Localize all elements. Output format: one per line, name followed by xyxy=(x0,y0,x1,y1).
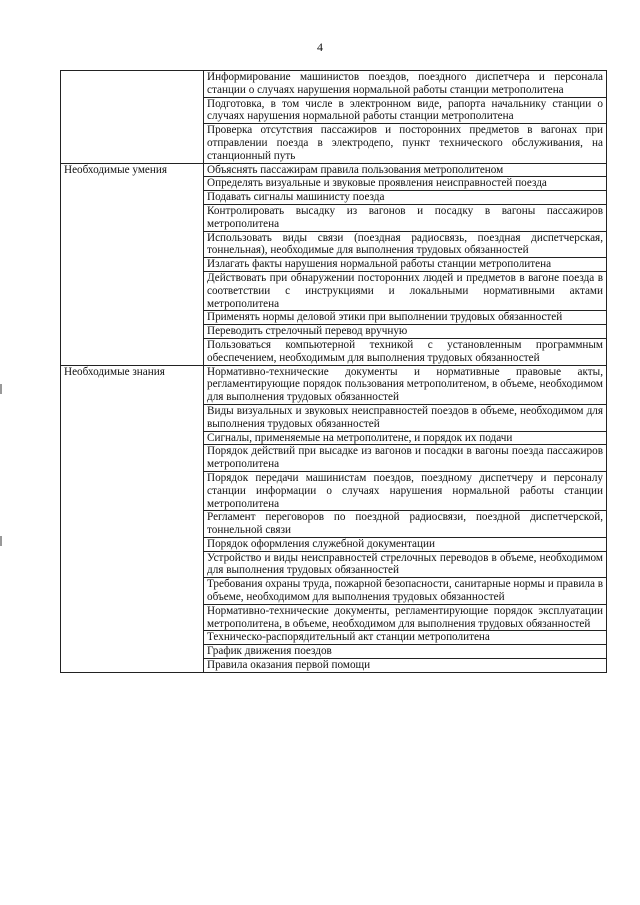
requirement-text: Нормативно-технические документы, регламентирующие порядок эксплуатации метрополитена, в объеме, необходимом для выполнения трудовых обязанностей xyxy=(204,604,607,631)
requirement-text: Подавать сигналы машинисту поезда xyxy=(204,191,607,205)
requirement-text: Сигналы, применяемые на метрополитене, и порядок их подачи xyxy=(204,431,607,445)
page-number: 4 xyxy=(317,40,323,54)
table-row xyxy=(61,71,607,98)
requirement-text: Информирование машинистов поездов, поездного диспетчера и персонала станции о случаях нарушения нормальной работы станции метрополитена xyxy=(204,71,607,98)
requirement-text: Устройство и виды неисправностей стрелочных переводов в объеме, необходимом для выполнения трудовых обязанностей xyxy=(204,551,607,578)
requirement-text: Порядок оформления служебной документации xyxy=(204,537,607,551)
requirement-text: Переводить стрелочный перевод вручную xyxy=(204,325,607,339)
margin-mark xyxy=(0,536,2,546)
table-row xyxy=(61,163,607,177)
requirement-text: Правила оказания первой помощи xyxy=(204,659,607,673)
requirement-text: Использовать виды связи (поездная радиосвязь, поездная диспетчерская, тоннельная), необходимые для выполнения трудовых обязанностей xyxy=(204,231,607,258)
section-label: Необходимые умения xyxy=(61,163,204,365)
requirement-text: Применять нормы деловой этики при выполнении трудовых обязанностей xyxy=(204,311,607,325)
requirement-text: Определять визуальные и звуковые проявления неисправностей поезда xyxy=(204,177,607,191)
table-body xyxy=(61,71,607,673)
requirement-text: Проверка отсутствия пассажиров и посторонних предметов в вагонах при отправлении поезда в электродепо, пункт технического обслуживания, на станционный путь xyxy=(204,124,607,163)
requirement-text: Излагать факты нарушения нормальной работы станции метрополитена xyxy=(204,258,607,272)
requirement-text: Подготовка, в том числе в электронном виде, рапорта начальнику станции о случаях нарушения нормальной работы станции метрополитена xyxy=(204,97,607,124)
requirement-text: Пользоваться компьютерной техникой с установленным программным обеспечением, необходимым для выполнения трудовых обязанностей xyxy=(204,338,607,365)
requirement-text: Виды визуальных и звуковых неисправностей поездов в объеме, необходимом для выполнения трудовых обязанностей xyxy=(204,404,607,431)
requirement-text: Техническо-распорядительный акт станции метрополитена xyxy=(204,631,607,645)
requirement-text: Действовать при обнаружении посторонних людей и предметов в вагоне поезда в соответствии с инструкциями и локальными нормативными актами метрополитена xyxy=(204,271,607,310)
requirement-text: Требования охраны труда, пожарной безопасности, санитарные нормы и правила в объеме, необходимом для выполнения трудовых обязанностей xyxy=(204,578,607,605)
requirement-text: Объяснять пассажирам правила пользования метрополитеном xyxy=(204,163,607,177)
margin-mark xyxy=(0,384,2,394)
requirement-text: Порядок передачи машинистам поездов, поездному диспетчеру и персоналу станции информации о случаях нарушения нормальной работы станции метрополитена xyxy=(204,471,607,510)
section-label xyxy=(61,71,204,164)
requirement-text: Порядок действий при высадке из вагонов и посадки в вагоны поезда пассажиров метрополитена xyxy=(204,445,607,472)
section-label: Необходимые знания xyxy=(61,365,204,672)
table-row xyxy=(61,365,607,404)
requirement-text: Нормативно-технические документы и нормативные правовые акты, регламентирующие порядок пользования метрополитеном, в объеме, необходимом для выполнения трудовых обязанностей xyxy=(204,365,607,404)
requirement-text: Регламент переговоров по поездной радиосвязи, поездной диспетчерской, тоннельной связи xyxy=(204,511,607,538)
requirement-text: Контролировать высадку из вагонов и посадку в вагоны пассажиров метрополитена xyxy=(204,204,607,231)
requirements-table xyxy=(60,70,607,673)
requirement-text: График движения поездов xyxy=(204,645,607,659)
